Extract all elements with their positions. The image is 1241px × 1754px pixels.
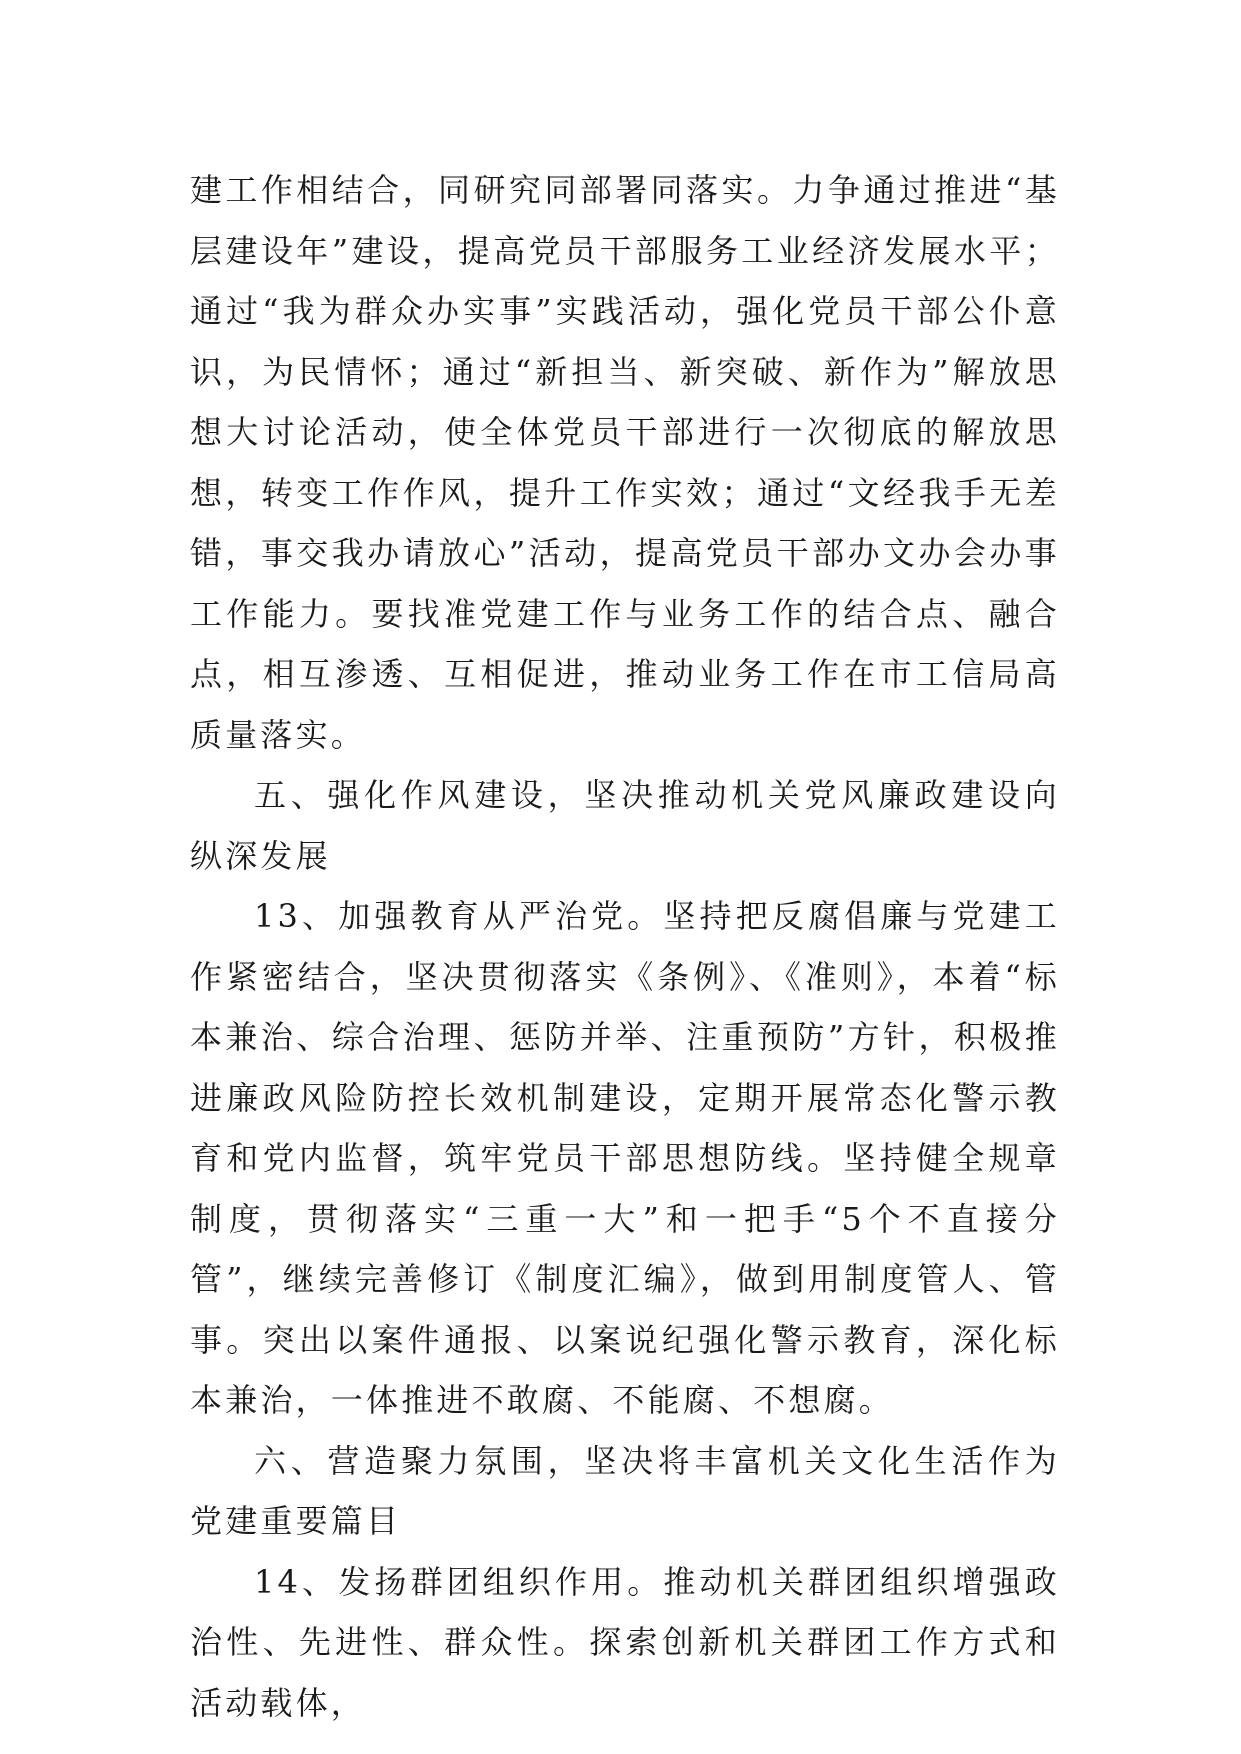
document-body	[190, 160, 1060, 1733]
section-heading-five: 五、强化作风建设，坚决推动机关党风廉政建设向纵深发展	[190, 776, 1060, 875]
paragraph-item-13: 13、加强教育从严治党。坚持把反腐倡廉与党建工作紧密结合，坚决贯彻落实《条例》、《准则》，本着“标本兼治、综合治理、惩防并举、注重预防”方针，积极推进廉政风险防控长效机制建设，定期开展常态化警示教育和党内监督，筑牢党员干部思想防线。坚持健全规章制度，贯彻落实“三重一大”和一把手“5个不直接分管”，继续完善修订《制度汇编》，做到用制度管人、管事。突出以案件通报、以案说纪强化警示教育，深化标本兼治，一体推进不敢腐、不能腐、不想腐。	[190, 897, 1060, 1419]
paragraph-party-building-integration: 建工作相结合，同研究同部署同落实。力争通过推进“基层建设年”建设，提高党员干部服务工业经济发展水平；通过“我为群众办实事”实践活动，强化党员干部公仆意识，为民情怀；通过“新担当、新突破、新作为”解放思想大讨论活动，使全体党员干部进行一次彻底的解放思想，转变工作作风，提升工作实效；通过“文经我手无差错，事交我办请放心”活动，提高党员干部办文办会办事工作能力。要找准党建工作与业务工作的结合点、融合点，相互渗透、互相促进，推动业务工作在市工信局高质量落实。	[190, 171, 1060, 754]
paragraph-item-14: 14、发扬群团组织作用。推动机关群团组织增强政治性、先进性、群众性。探索创新机关群团工作方式和活动载体，	[190, 1562, 1060, 1722]
section-heading-six: 六、营造聚力氛围，坚决将丰富机关文化生活作为党建重要篇目	[190, 1441, 1060, 1540]
